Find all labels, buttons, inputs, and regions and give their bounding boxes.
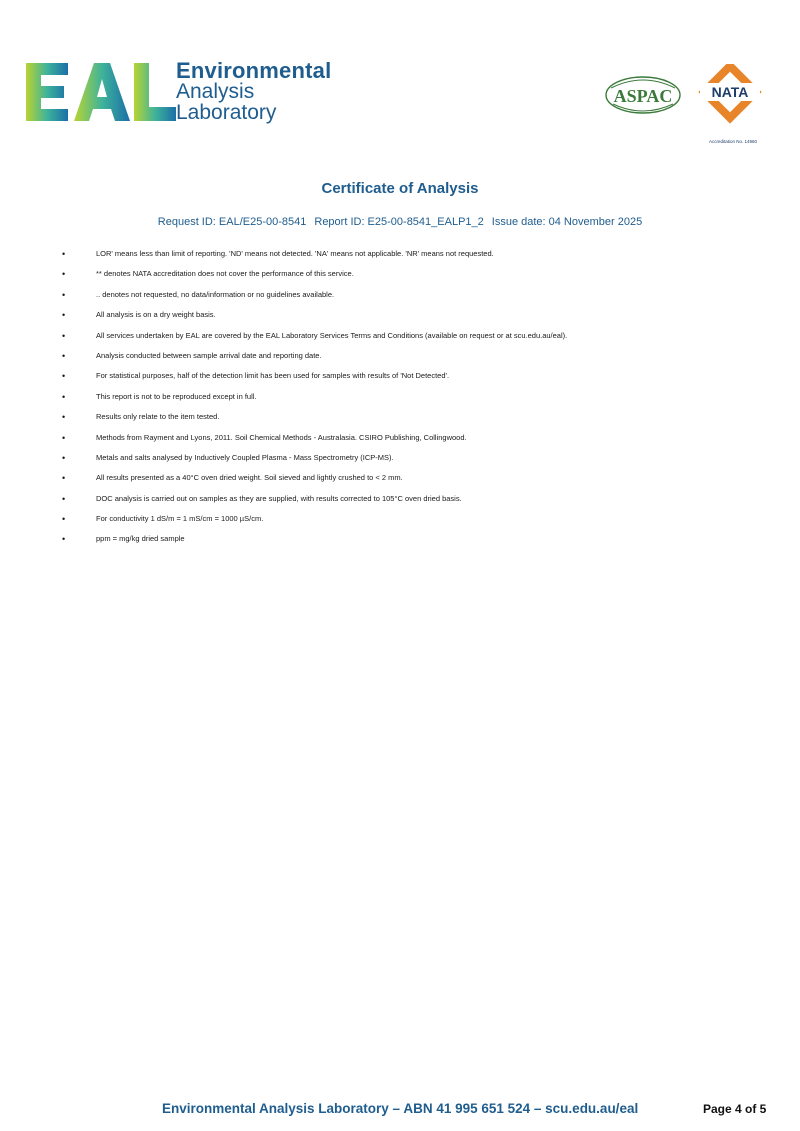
aspac-logo bbox=[603, 74, 683, 116]
note-item: • DOC analysis is carried out on samples as they are supplied, with results corrected to 105°C oven dried basis. bbox=[62, 493, 462, 504]
bullet-icon: • bbox=[62, 350, 66, 361]
document-title: Certificate of Analysis bbox=[321, 180, 479, 197]
note-item: • ** denotes NATA accreditation does not cover the performance of this service. bbox=[62, 269, 354, 280]
eal-logo-words bbox=[176, 60, 331, 123]
footer-organisation: Environmental Analysis Laboratory – ABN 41 995 651 524 – scu.edu.au/eal bbox=[162, 1101, 639, 1116]
report-id: Report ID: E25-00-8541_EALP1_2 bbox=[314, 216, 484, 228]
note-item: • All services undertaken by EAL are covered by the EAL Laboratory Services Terms and Conditions (available on request or at scu.edu.au/eal). bbox=[62, 330, 568, 341]
note-item: • ppm = mg/kg dried sample bbox=[62, 534, 185, 545]
note-item: • This report is not to be reproduced except in full. bbox=[62, 391, 257, 402]
note-item: • All results presented as a 40°C oven dried weight. Soil sieved and lightly crushed to < 2 mm. bbox=[62, 473, 403, 484]
note-item: • Metals and salts analysed by Inductively Coupled Plasma - Mass Spectrometry (ICP-MS). bbox=[62, 452, 394, 463]
logo-line-laboratory: Laboratory bbox=[176, 101, 277, 124]
bullet-icon: • bbox=[62, 391, 66, 402]
logo-line-analysis: Analysis bbox=[176, 80, 255, 103]
page-number: Page 4 of 5 bbox=[703, 1102, 767, 1116]
bullet-icon: • bbox=[62, 452, 66, 463]
notes-list bbox=[62, 247, 762, 553]
bullet-icon: • bbox=[62, 249, 66, 259]
note-item: • Analysis conducted between sample arrival date and reporting date. bbox=[62, 350, 322, 361]
bullet-icon: • bbox=[62, 412, 66, 423]
page-footer bbox=[0, 1100, 800, 1120]
bullet-icon: • bbox=[62, 473, 66, 484]
bullet-icon: • bbox=[62, 330, 66, 341]
bullet-icon: • bbox=[62, 371, 66, 382]
issue-date: Issue date: 04 November 2025 bbox=[491, 216, 643, 228]
request-id: Request ID: EAL/E25-00-8541 bbox=[157, 216, 307, 228]
logo-line-environmental: Environmental bbox=[176, 58, 332, 83]
eal-logo-mark bbox=[26, 63, 176, 121]
note-item: • Methods from Rayment and Lyons, 2011. Soil Chemical Methods - Australasia. CSIRO Publishing, Collingwood. bbox=[62, 432, 467, 443]
note-item: • LOR' means less than limit of reporting. 'ND' means not detected. 'NA' means not applicable. 'NR' means not requested. bbox=[62, 249, 494, 259]
bullet-icon: • bbox=[62, 514, 66, 525]
nata-accreditation-number: Accreditation No. 14960 bbox=[708, 139, 758, 144]
bullet-icon: • bbox=[62, 310, 66, 321]
note-item: • For statistical purposes, half of the detection limit has been used for samples with results of 'Not Detected'. bbox=[62, 371, 450, 382]
bullet-icon: • bbox=[62, 432, 66, 443]
document-ids bbox=[0, 216, 800, 228]
note-item: • For conductivity 1 dS/m = 1 mS/cm = 1000 µS/cm. bbox=[62, 514, 264, 525]
page-header bbox=[0, 0, 800, 150]
bullet-icon: • bbox=[62, 493, 66, 504]
eal-logo bbox=[26, 58, 336, 130]
svg-text:ASPAC: ASPAC bbox=[613, 86, 673, 106]
note-item: • All analysis is on a dry weight basis. bbox=[62, 310, 216, 321]
bullet-icon: • bbox=[62, 269, 66, 280]
svg-text:NATA: NATA bbox=[711, 84, 749, 100]
note-item: • .. denotes not requested, no data/information or no guidelines available. bbox=[62, 289, 335, 300]
bullet-icon: • bbox=[62, 534, 66, 545]
bullet-icon: • bbox=[62, 289, 66, 300]
note-item: • Results only relate to the item tested. bbox=[62, 412, 220, 423]
